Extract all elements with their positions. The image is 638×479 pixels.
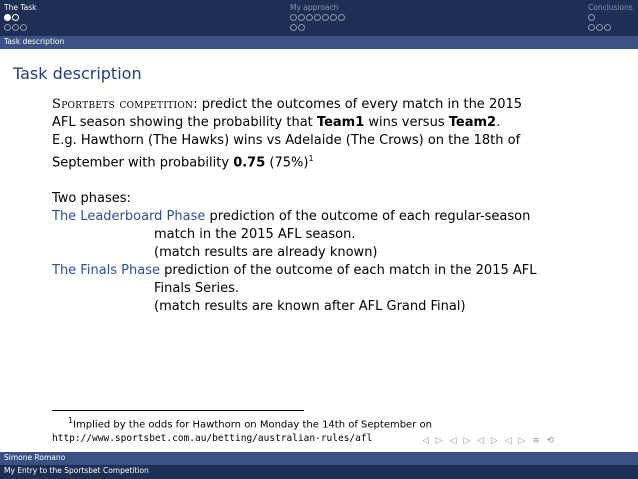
nav-dot[interactable]	[588, 14, 595, 21]
nav-dot[interactable]	[330, 14, 337, 21]
intro-text-b: AFL season showing the probability that	[52, 115, 317, 130]
nav-dot[interactable]	[290, 14, 297, 21]
phase-1-line-2: match in the 2015 AFL season.	[154, 227, 356, 243]
nav-dots-approach-row1[interactable]	[290, 14, 345, 21]
nav-dot[interactable]	[298, 24, 305, 31]
footnote-number: 1	[68, 416, 74, 425]
nav-dots-task-row2[interactable]	[4, 24, 27, 31]
team1-label: Team1	[316, 115, 365, 130]
intro-line-1	[52, 96, 612, 114]
phase-2-name: The Finals Phase	[52, 263, 160, 279]
footnote-mark[interactable]: 1	[308, 154, 314, 163]
footnote	[52, 414, 432, 446]
nav-dot[interactable]	[322, 14, 329, 21]
nav-dot[interactable]	[604, 24, 611, 31]
intro-line-2	[52, 114, 612, 132]
phase-1-line-1	[52, 208, 612, 226]
nav-section-the-task[interactable]: The Task	[4, 3, 37, 12]
footnote-line-1	[52, 414, 432, 432]
footer-author: Simone Romano	[4, 453, 66, 462]
header-bar	[0, 0, 638, 36]
intro-text-d: .	[496, 115, 501, 130]
phase-1-text-1: prediction of the outcome of each regular-season	[209, 209, 531, 225]
spacer	[52, 172, 612, 190]
intro-text-c: wins versus	[364, 115, 449, 130]
nav-dot[interactable]	[596, 24, 603, 31]
probability-value: 0.75	[233, 155, 266, 171]
team2-label: Team2	[448, 115, 497, 130]
intro-text-a: : predict the outcomes of every match in the 2015	[193, 97, 523, 112]
footer-author-bar	[0, 452, 638, 465]
nav-dot[interactable]	[12, 24, 19, 31]
nav-dots-approach-row2[interactable]	[290, 24, 305, 31]
footer-title: My Entry to the Sportsbet Competition	[4, 466, 149, 475]
footer-title-bar	[0, 465, 638, 479]
nav-dot[interactable]	[306, 14, 313, 21]
phases-title: Two phases:	[52, 191, 131, 207]
example-line-1: E.g. Hawthorn (The Hawks) wins vs Adelaide (The Crows) on the 18th of	[52, 133, 521, 148]
subsection-bar	[0, 36, 638, 49]
phase-1-line-3: (match results are already known)	[154, 245, 378, 261]
nav-dots-conclusions-row2[interactable]	[588, 24, 611, 31]
example-text-b: September with probability	[52, 155, 234, 171]
subsection-label[interactable]: Task description	[4, 37, 65, 46]
nav-dot[interactable]	[588, 24, 595, 31]
frame-content	[52, 96, 612, 316]
nav-dot-current[interactable]	[4, 14, 11, 21]
nav-dot[interactable]	[20, 24, 27, 31]
nav-dots-conclusions-row1[interactable]	[588, 14, 595, 21]
frame-title: Task description	[13, 64, 142, 83]
phase-2-line-2: Finals Series.	[154, 281, 239, 297]
nav-dot[interactable]	[4, 24, 11, 31]
footnote-url[interactable]: http://www.sportsbet.com.au/betting/australian-rules/afl	[52, 433, 373, 445]
nav-dot[interactable]	[298, 14, 305, 21]
beamer-nav-symbols[interactable]: ◁ ▷ ◁ ▷ ◁ ▷ ◁ ▷ ≡ ⟲	[422, 436, 557, 446]
phase-2-line-3: (match results are known after AFL Grand Final)	[154, 299, 466, 315]
phase-2-text-1: prediction of the outcome of each match in the 2015 AFL	[164, 263, 537, 279]
example-line-2	[52, 150, 612, 172]
probability-percent: (75%)	[265, 155, 309, 171]
nav-dot[interactable]	[290, 24, 297, 31]
phase-1-name: The Leaderboard Phase	[52, 209, 206, 225]
nav-dot[interactable]	[12, 14, 19, 21]
nav-dots-task-row1[interactable]	[4, 14, 19, 21]
phase-2-line-1	[52, 262, 612, 280]
nav-section-conclusions[interactable]: Conclusions	[588, 3, 633, 12]
footnote-text: Implied by the odds for Hawthorn on Monday the 14th of September on	[73, 419, 432, 431]
nav-section-my-approach[interactable]: My approach	[290, 3, 339, 12]
nav-dot[interactable]	[338, 14, 345, 21]
competition-name: Sportbets competition	[52, 97, 194, 112]
footnote-rule	[52, 410, 304, 411]
nav-dot[interactable]	[314, 14, 321, 21]
